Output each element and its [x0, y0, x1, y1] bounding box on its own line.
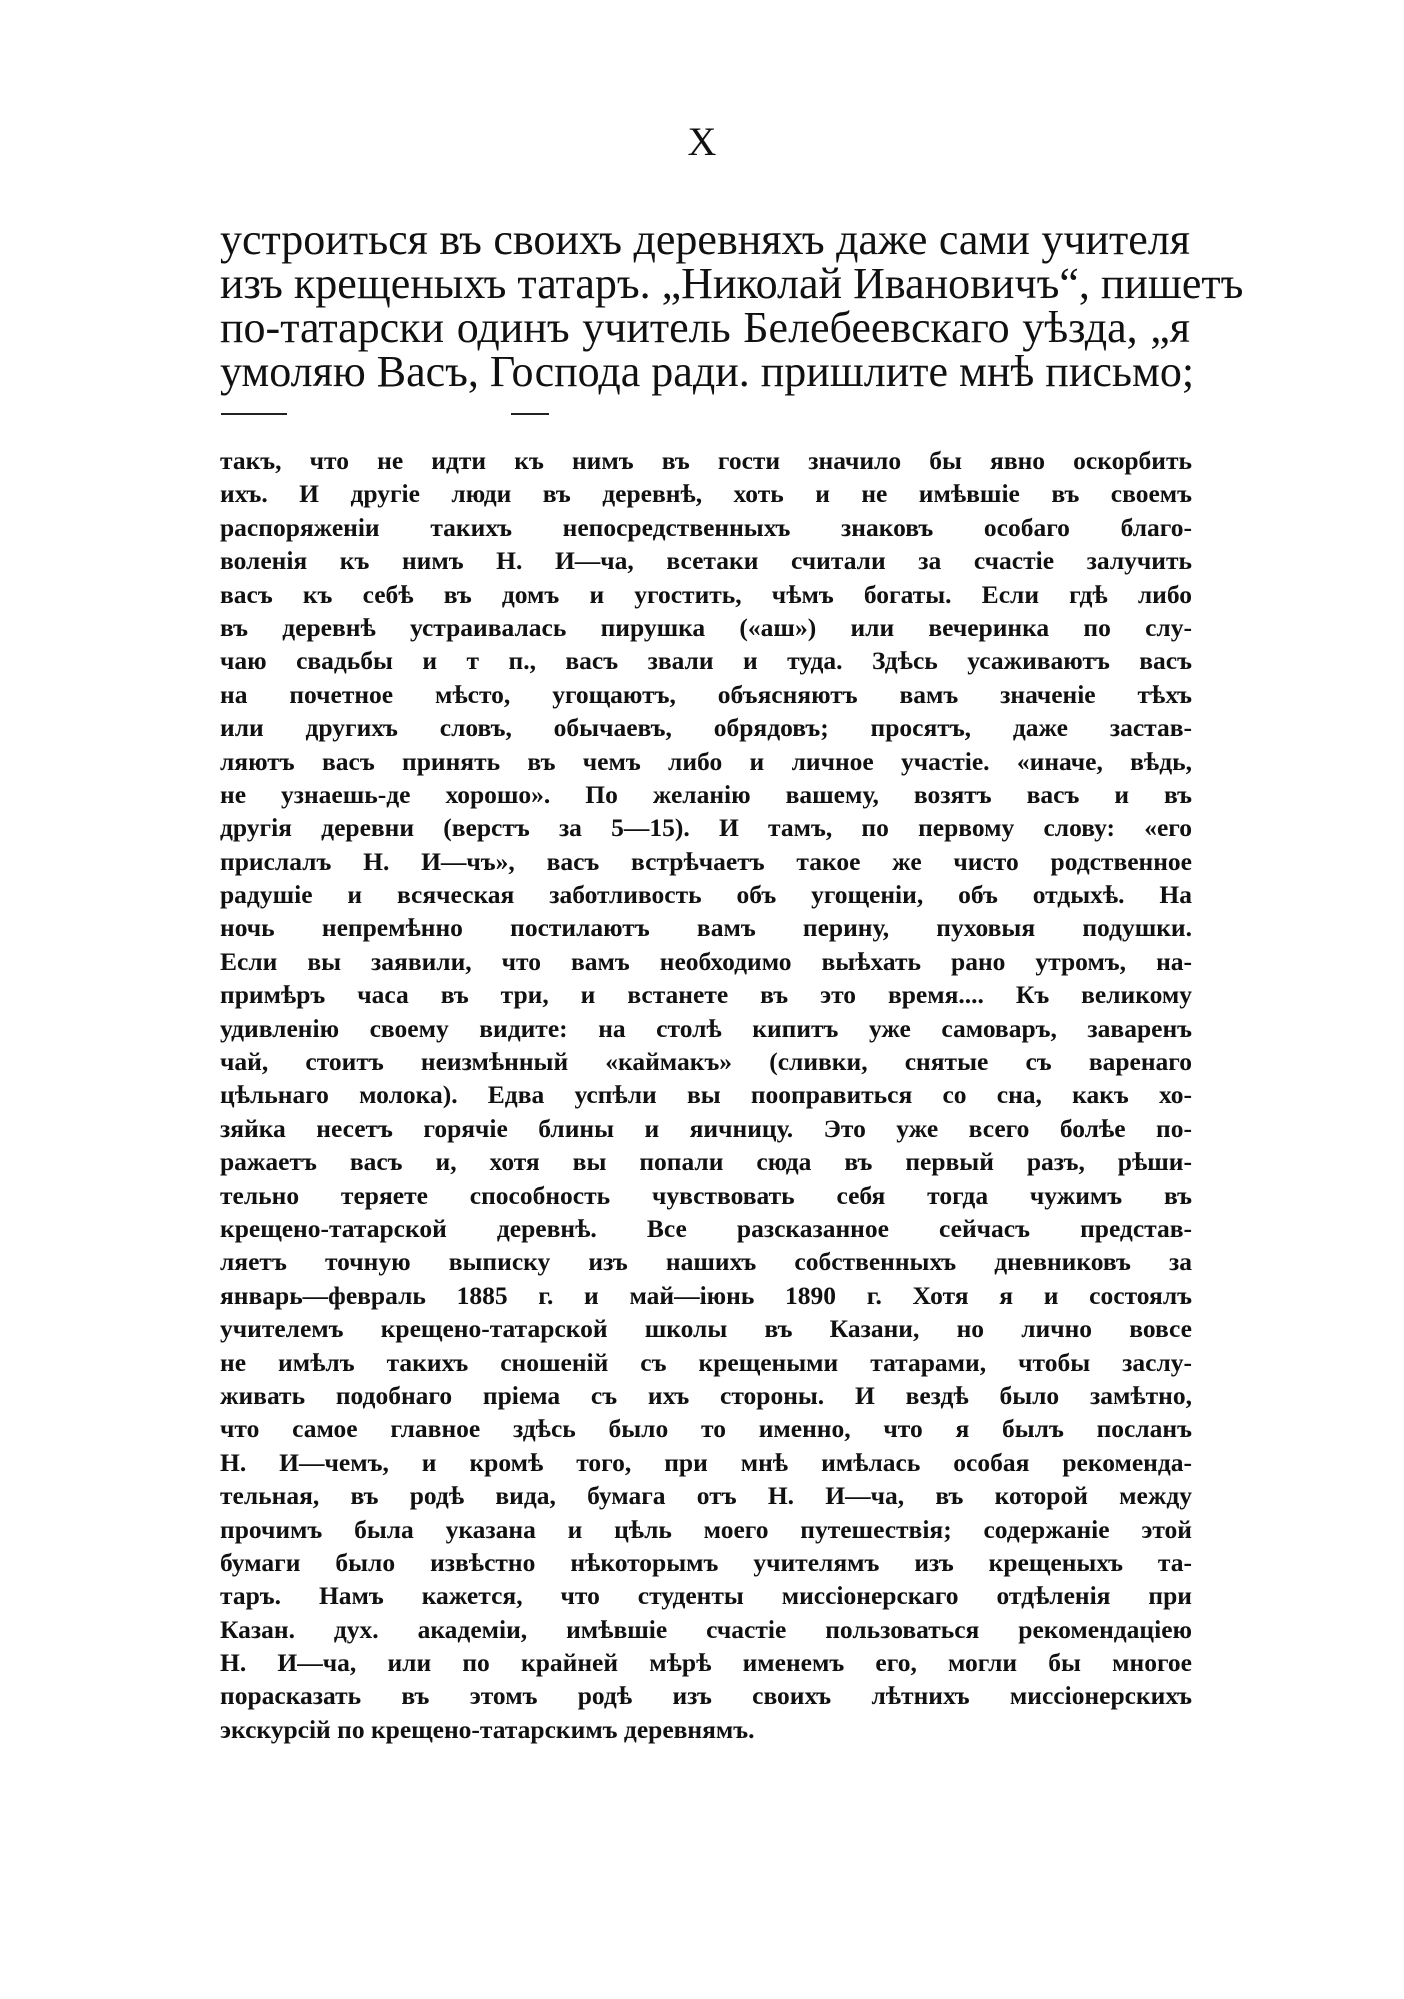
- footnote-line: крещено-татарской деревнѣ. Все разсказанное сейчасъ представ-: [220, 1213, 1192, 1243]
- footnote-line: ихъ. И другіе люди въ деревнѣ, хоть и не имѣвшіе въ своемъ: [220, 479, 1192, 509]
- main-text-line: устроиться въ своихъ деревняхъ даже сами учителя: [220, 215, 1190, 264]
- main-text: [220, 215, 1244, 396]
- footnote-line: Если вы заявили, что вамъ необходимо выѣхать рано утромъ, на-: [220, 946, 1192, 976]
- main-text-line: по-татарски одинъ учитель Белебеевскаго уѣзда, „я: [220, 303, 1190, 352]
- footnote-line: январь—февраль 1885 г. и май—іюнь 1890 г. Хотя я и состоялъ: [220, 1280, 1192, 1310]
- footnote: [220, 444, 1192, 1746]
- footnote-line: чаю свадьбы и т п., васъ звали и туда. Здѣсь усаживаютъ васъ: [220, 646, 1192, 676]
- footnote-line: тельно теряете способность чувствовать себя тогда чужимъ въ: [220, 1180, 1192, 1210]
- footnote-line: такъ, что не идти къ нимъ въ гости значило бы явно оскорбить: [220, 446, 1192, 475]
- footnote-line: радушіе и всяческая заботливость объ угощеніи, объ отдыхѣ. На: [220, 880, 1192, 910]
- main-text-line: умоляю Васъ, Господа ради. пришлите мнѣ письмо;: [220, 347, 1195, 396]
- footnote-line: примѣръ часа въ три, и встанете въ это время.... Къ великому: [220, 980, 1192, 1010]
- footnote-separator: [221, 413, 287, 415]
- footnote-line: ночь непремѣнно постилаютъ вамъ перину, пуховыя подушки.: [220, 913, 1192, 943]
- footnote-line: Н. И—чемъ, и кромѣ того, при мнѣ имѣлась особая рекоменда-: [220, 1447, 1192, 1477]
- main-text-line: изъ крещеныхъ татаръ. „Николай Ивановичъ“, пишетъ: [220, 259, 1244, 308]
- footnote-line: Казан. дух. академіи, имѣвшіе счастіе пользоваться рекомендаціею: [220, 1614, 1192, 1644]
- footnote-line: учителемъ крещено-татарской школы въ Казани, но лично вовсе: [220, 1314, 1192, 1344]
- footnote-line: другія деревни (верстъ за 5—15). И тамъ, по первому слову: «его: [220, 813, 1192, 843]
- footnote-line: что самое главное здѣсь было то именно, что я былъ посланъ: [220, 1414, 1192, 1444]
- footnote-line: не узнаешь-де хорошо». По желанію вашему, возятъ васъ и въ: [220, 779, 1192, 809]
- footnote-line: порасказать въ этомъ родѣ изъ своихъ лѣтнихъ миссіонерскихъ: [220, 1681, 1192, 1711]
- footnote-line: прислалъ Н. И—чъ», васъ встрѣчаетъ такое же чисто родственное: [220, 846, 1192, 876]
- footnote-line: зяйка несетъ горячіе блины и яичницу. Это уже всего болѣе по-: [220, 1113, 1192, 1143]
- footnote-line: Н. И—ча, или по крайней мѣрѣ именемъ его, могли бы многое: [220, 1648, 1192, 1678]
- footnote-line: удивленію своему видите: на столѣ кипитъ уже самоваръ, заваренъ: [220, 1013, 1192, 1043]
- footnote-line: цѣльнаго молока). Едва успѣли вы пооправиться со сна, какъ хо-: [220, 1080, 1192, 1110]
- footnote-line: чай, стоитъ неизмѣнный «каймакъ» (сливки, снятые съ варенаго: [220, 1047, 1192, 1077]
- footnote-line: или другихъ словъ, обычаевъ, обрядовъ; просятъ, даже застав-: [220, 713, 1192, 743]
- footnote-line: таръ. Намъ кажется, что студенты миссіонерскаго отдѣленія при: [220, 1581, 1192, 1611]
- footnote-line: воленія къ нимъ Н. И—ча, всетаки считали за счастіе залучить: [220, 546, 1192, 576]
- footnote-line: бумаги было извѣстно нѣкоторымъ учителямъ изъ крещеныхъ та-: [220, 1547, 1192, 1577]
- footnote-line: не имѣлъ такихъ сношеній съ крещеными татарами, чтобы заслу-: [220, 1347, 1192, 1377]
- footnote-line: прочимъ была указана и цѣль моего путешествія; содержаніе этой: [220, 1514, 1192, 1544]
- footnote-separator: [511, 413, 549, 415]
- footnote-line: ляетъ точную выписку изъ нашихъ собственныхъ дневниковъ за: [220, 1247, 1192, 1277]
- footnote-line: ляютъ васъ принять въ чемъ либо и личное участіе. «иначе, вѣдь,: [220, 746, 1192, 776]
- footnote-line: васъ къ себѣ въ домъ и угостить, чѣмъ богаты. Если гдѣ либо: [220, 579, 1192, 609]
- footnote-line: ражаетъ васъ и, хотя вы попали сюда въ первый разъ, рѣши-: [220, 1147, 1192, 1177]
- footnote-line: тельная, въ родѣ вида, бумага отъ Н. И—ча, въ которой между: [220, 1481, 1192, 1511]
- footnote-line: въ деревнѣ устраивалась пирушка («аш») или вечеринка по слу-: [220, 612, 1192, 642]
- footnote-line: живать подобнаго пріема съ ихъ стороны. И вездѣ было замѣтно,: [220, 1380, 1192, 1410]
- footnote-line: экскурсій по крещено-татарскимъ деревнямъ.: [220, 1714, 755, 1744]
- page-number: X: [687, 119, 717, 164]
- footnote-line: на почетное мѣсто, угощаютъ, объясняютъ вамъ значеніе тѣхъ: [220, 679, 1192, 709]
- footnote-line: распоряженіи такихъ непосредственныхъ знаковъ особаго благо-: [220, 512, 1192, 542]
